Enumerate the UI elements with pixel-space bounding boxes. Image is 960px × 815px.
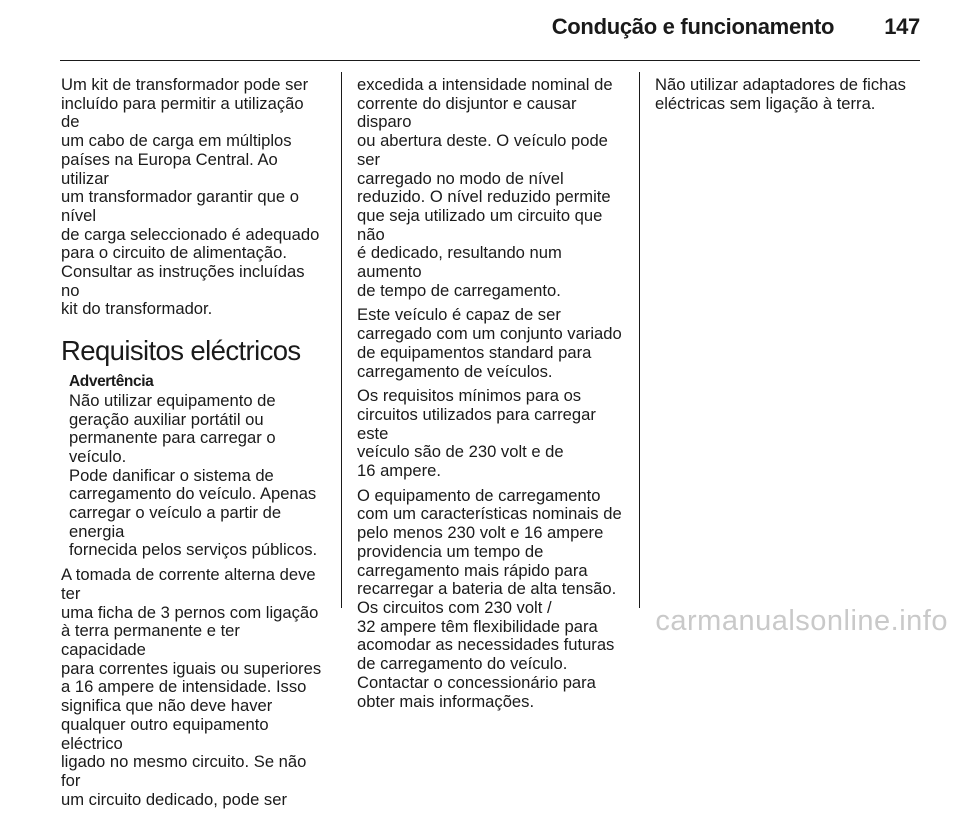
warning-box (61, 373, 326, 560)
column-divider-1 (341, 72, 342, 608)
section-heading: Requisitos eléctricos (61, 335, 301, 367)
section-title: Condução e funcionamento (551, 14, 835, 39)
header-rule (60, 60, 920, 61)
warning-text: Não utilizar equipamento de geração auxiliar portátil ou permanente para carregar o veículo. Pode danificar o sistema de carregamento do veículo. Apenas carregar o veículo a partir de energia fornecida pelos serviços públicos. (69, 390, 318, 560)
column-divider-2 (639, 72, 640, 608)
page-header (552, 14, 920, 40)
paragraph-1: Não utilizar adaptadores de fichas eléctricas sem ligação à terra. (655, 75, 906, 113)
page-number: 147 (884, 14, 920, 39)
column-1 (61, 76, 326, 815)
paragraph-1: excedida a intensidade nominal de corrente do disjuntor e causar disparo ou abertura deste. O veículo pode ser carregado no modo de nível reduzido. O nível reduzido permite que seja utilizado um circuito que não é dedicado, resultando num aumento de tempo de carregamento. (357, 75, 613, 300)
intro-paragraph: Um kit de transformador pode ser incluído para permitir a utilização de um cabo de carga em múltiplos países na Europa Central. Ao utilizar um transformador garantir que o nível de carga seleccionado é adequado para o circuito de alimentação. Consultar as instruções incluídas no kit do transformador. (61, 75, 320, 319)
column-3 (655, 76, 915, 119)
paragraph-4: O equipamento de carregamento com um características nominais de pelo menos 230 volt e 16 ampere providencia um tempo de carregamento mais rápido para recarregar a bateria de alta tensão. Os circuitos com 230 volt / 32 ampere têm flexibilidade para acomodar as necessidades futuras de carregamento do veículo. Contactar o concessionário para obter mais informações. (357, 485, 622, 711)
paragraph-3: Os requisitos mínimos para os circuitos utilizados para carregar este veículo são de 230 volt e de 16 ampere. (357, 386, 596, 481)
column-2 (357, 76, 627, 717)
warning-title: Advertência (69, 373, 154, 391)
body-paragraph: A tomada de corrente alterna deve ter uma ficha de 3 pernos com ligação à terra permanente e ter capacidade para correntes iguais ou superiores a 16 ampere de intensidade. Isso significa que não deve haver qualquer outro equipamento eléctrico ligado no mesmo circuito. Se não for um circuito dedicado, pode ser (61, 565, 322, 809)
watermark: carmanualsonline.info (655, 605, 948, 637)
paragraph-2: Este veículo é capaz de ser carregado com um conjunto variado de equipamentos standard para carregamento de veículos. (357, 305, 622, 381)
